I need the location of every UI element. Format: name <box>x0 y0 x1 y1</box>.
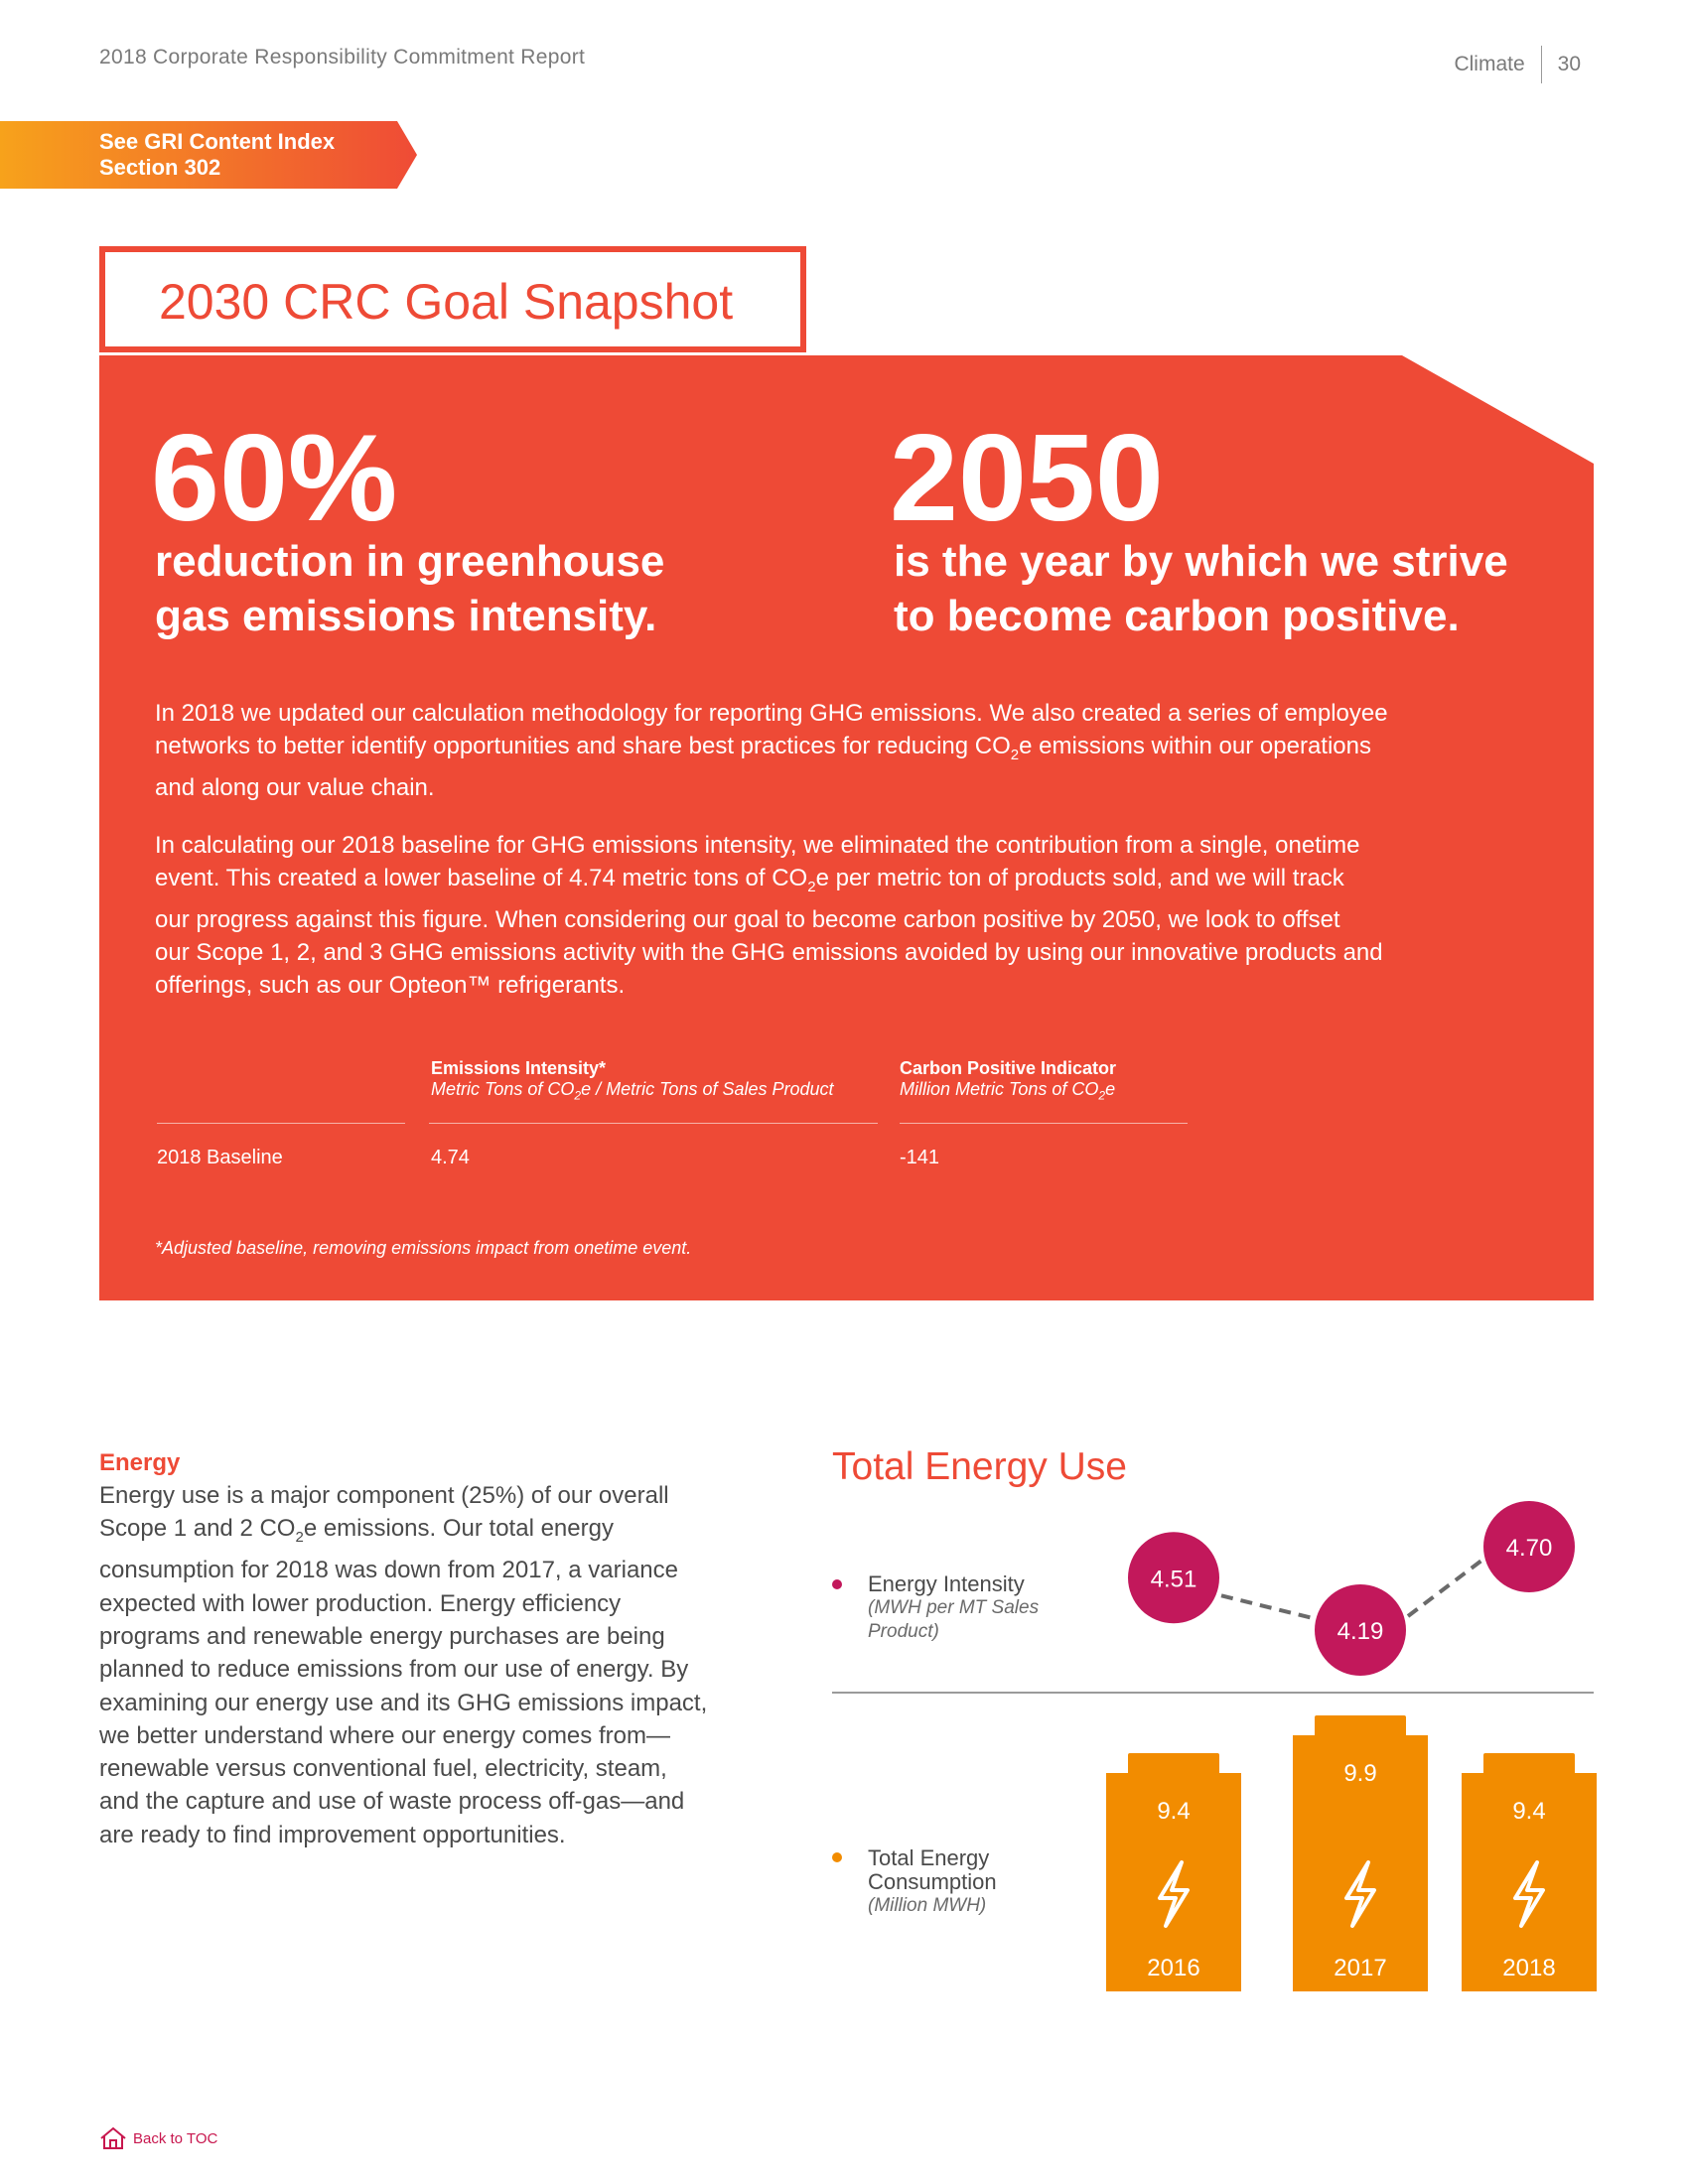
energy-body-line: renewable versus conventional fuel, electricity, steam, <box>99 1755 667 1783</box>
legend-unit: Product) <box>868 1621 939 1642</box>
stat-60-percent: 60% <box>151 410 398 547</box>
table-cell-intensity: 4.74 <box>431 1147 470 1168</box>
intensity-connector <box>1221 1595 1313 1618</box>
energy-body-line: planned to reduce emissions from our use of energy. By <box>99 1656 689 1684</box>
intensity-value-label: 4.19 <box>1336 1618 1384 1645</box>
para1-line: In 2018 we updated our calculation methodology for reporting GHG emissions. We also created a series of employee <box>155 700 1388 727</box>
snapshot-title: 2030 CRC Goal Snapshot <box>159 274 734 330</box>
legend-unit: (Million MWH) <box>868 1895 987 1916</box>
year-label: 2018 <box>1502 1955 1556 1981</box>
para1-line: and along our value chain. <box>155 773 435 801</box>
consumption-value-label: 9.4 <box>1157 1798 1191 1825</box>
para2-line: offerings, such as our Opteon™ refrigerants. <box>155 971 626 999</box>
consumption-value-label: 9.4 <box>1512 1798 1546 1825</box>
energy-body-line: Energy use is a major component (25%) of our overall <box>99 1482 669 1509</box>
snapshot-footnote: *Adjusted baseline, removing emissions impact from onetime event. <box>155 1238 692 1258</box>
table-header-emissions-intensity: Emissions Intensity* Metric Tons of $CO_2e$ / Metric Tons of Sales Product <box>431 1058 834 1103</box>
legend-unit: (MWH per MT Sales <box>868 1597 1040 1618</box>
report-title: 2018 Corporate Responsibility Commitment Report <box>99 46 586 68</box>
back-to-toc-label: Back to TOC <box>133 2129 218 2147</box>
legend-label: Consumption <box>868 1869 997 1894</box>
table-header-carbon-positive: Carbon Positive Indicator Million Metric Tons of $CO_2e$ <box>900 1058 1117 1103</box>
energy-body-line: programs and renewable energy purchases are being <box>99 1622 665 1650</box>
intensity-connector <box>1408 1561 1481 1616</box>
energy-body-line: consumption for 2018 was down from 2017, a variance <box>99 1557 678 1584</box>
para1-line: networks to better identify opportunities and share best practices for reducing $CO_2e$ emissions within our operations <box>155 733 1371 763</box>
table-row-label: 2018 Baseline <box>157 1147 283 1168</box>
consumption-value-label: 9.9 <box>1343 1760 1377 1787</box>
year-label: 2017 <box>1334 1955 1387 1981</box>
back-to-toc-link[interactable] <box>99 2126 217 2150</box>
energy-body-line: we better understand where our energy comes from— <box>99 1721 670 1749</box>
year-label: 2016 <box>1147 1955 1200 1981</box>
para2-line: event. This created a lower baseline of 4.74 metric tons of $CO_2e$ per metric ton of products sold, and we will track <box>155 865 1344 895</box>
energy-body-line: expected with lower production. Energy efficiency <box>99 1589 622 1617</box>
stat2-line-2: to become carbon positive. <box>894 592 1460 640</box>
para2-line: our progress against this figure. When considering our goal to become carbon positive by 2050, we look to offset <box>155 905 1340 933</box>
intensity-value-label: 4.70 <box>1505 1535 1553 1562</box>
intensity-value-label: 4.51 <box>1150 1566 1197 1593</box>
energy-body-line: Scope 1 and 2 $CO_2e$ emissions. Our total energy <box>99 1515 614 1547</box>
para2-line: our Scope 1, 2, and 3 GHG emissions activity with the GHG emissions avoided by using our innovative products and <box>155 938 1383 966</box>
energy-body-line: and the capture and use of waste process off-gas—and <box>99 1788 685 1816</box>
energy-body-line: examining our energy use and its GHG emissions impact, <box>99 1689 708 1716</box>
page-number: 30 <box>1557 53 1581 75</box>
legend-label: Energy Intensity <box>868 1571 1025 1596</box>
legend-label: Total Energy <box>868 1845 990 1870</box>
section-label: Climate <box>1454 53 1525 75</box>
stat1-line-2: gas emissions intensity. <box>155 592 657 640</box>
energy-heading: Energy <box>99 1449 181 1476</box>
table-cell-carbon: -141 <box>900 1147 940 1168</box>
energy-body-line: are ready to find improvement opportunities. <box>99 1821 566 1848</box>
home-icon <box>99 2126 127 2150</box>
chart-title: Total Energy Use <box>832 1445 1127 1488</box>
stat2-line-1: is the year by which we strive <box>894 537 1508 586</box>
stat-2050: 2050 <box>890 410 1164 547</box>
gri-line-1: See GRI Content Index <box>99 129 336 154</box>
gri-line-2: Section 302 <box>99 155 221 180</box>
para2-line: In calculating our 2018 baseline for GHG emissions intensity, we eliminated the contribution from a single, onetime <box>155 832 1360 859</box>
stat1-line-1: reduction in greenhouse <box>155 537 665 586</box>
